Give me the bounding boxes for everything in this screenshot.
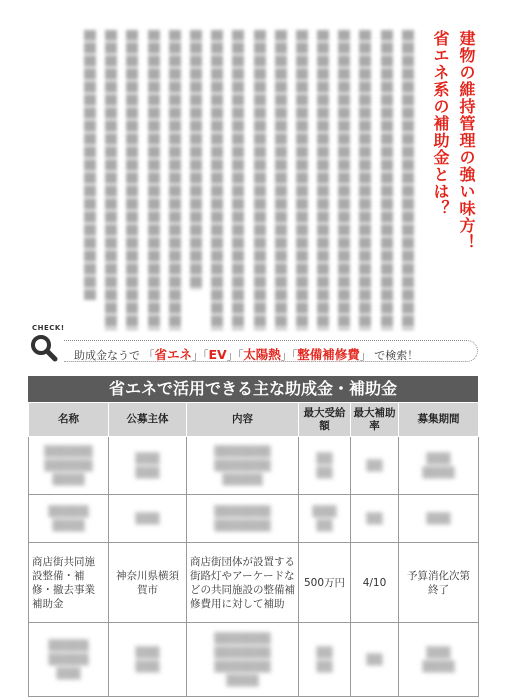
table-row — [29, 623, 479, 697]
cell-name: ▒▒▒▒▒ ▒▒▒▒ — [29, 495, 109, 543]
cell-name: ▒▒▒▒▒ ▒▒▒▒▒ ▒▒▒ — [29, 623, 109, 697]
quote-sep-1: 」「 — [192, 349, 209, 362]
search-hint-text — [74, 345, 418, 363]
cell-name: ▒▒▒▒▒▒ ▒▒▒▒▒▒ ▒▒▒▒ — [29, 437, 109, 495]
header-content: 内容 — [187, 403, 299, 437]
hint-prefix: 助成金なうで — [74, 349, 140, 362]
cell-period: 予算消化次第終了 — [399, 543, 479, 623]
cell-content: 商店街団体が設置する街路灯やアーケードなどの共同施設の整備補修費用に対して補助 — [187, 543, 299, 623]
cell-rate: ▒▒ — [351, 623, 399, 697]
cell-period: ▒▒▒ — [399, 495, 479, 543]
quote-open: 「 — [143, 349, 155, 362]
check-badge: CHECK! — [32, 324, 65, 332]
heading-line-1: 建物の維持管理の強い味方！ — [457, 30, 476, 251]
cell-content: ▒▒▒▒▒▒▒ ▒▒▒▒▒▒▒ ▒▒▒▒▒ — [187, 437, 299, 495]
cell-org: ▒▒▒ ▒▒▒ — [109, 437, 187, 495]
cell-org: ▒▒▒ ▒▒▒ — [109, 623, 187, 697]
cell-name: 商店街共同施設整備・補修・撤去事業補助金 — [29, 543, 109, 623]
keyword-1: 省エネ — [154, 347, 193, 362]
hint-suffix: で検索！ — [374, 349, 419, 362]
cell-org: ▒▒▒ — [109, 495, 187, 543]
cell-amount: ▒▒ ▒▒ — [299, 437, 351, 495]
section-heading — [429, 30, 477, 280]
table-title: 省エネで活用できる主な助成金・補助金 — [28, 376, 478, 402]
quote-close: 」 — [359, 349, 371, 362]
blurred-body-text — [84, 30, 414, 330]
cell-org: 神奈川県横須賀市 — [109, 543, 187, 623]
header-name: 名称 — [29, 403, 109, 437]
header-period: 募集期間 — [399, 403, 479, 437]
magnifier-icon — [30, 334, 58, 362]
keyword-4: 整備補修費 — [297, 347, 360, 362]
cell-amount: 500万円 — [299, 543, 351, 623]
header-rate: 最大補助率 — [351, 403, 399, 437]
table-row — [29, 543, 479, 623]
cell-content: ▒▒▒▒▒▒▒ ▒▒▒▒▒▒▒ ▒▒▒▒▒▒▒ ▒▒▒▒ — [187, 623, 299, 697]
search-hint — [28, 324, 478, 364]
keyword-3: 太陽熱 — [243, 347, 281, 362]
subsidy-table — [28, 376, 478, 697]
table-row — [29, 495, 479, 543]
quote-sep-2: 」「 — [226, 349, 244, 362]
cell-rate: 4/10 — [351, 543, 399, 623]
cell-rate: ▒▒ — [351, 495, 399, 543]
quote-sep-3: 」「 — [280, 349, 298, 362]
heading-line-2: 省エネ系の補助金とは？ — [431, 30, 450, 217]
cell-period: ▒▒▒ ▒▒▒▒ — [399, 623, 479, 697]
table-row — [29, 437, 479, 495]
cell-period: ▒▒▒ ▒▒▒▒ — [399, 437, 479, 495]
cell-rate: ▒▒ — [351, 437, 399, 495]
header-amount: 最大受給額 — [299, 403, 351, 437]
cell-amount: ▒▒▒ ▒▒ — [299, 495, 351, 543]
keyword-2: EV — [208, 347, 227, 362]
header-org: 公募主体 — [109, 403, 187, 437]
cell-amount: ▒▒ ▒▒ — [299, 623, 351, 697]
cell-content: ▒▒▒▒▒▒▒ ▒▒▒▒▒▒▒ — [187, 495, 299, 543]
